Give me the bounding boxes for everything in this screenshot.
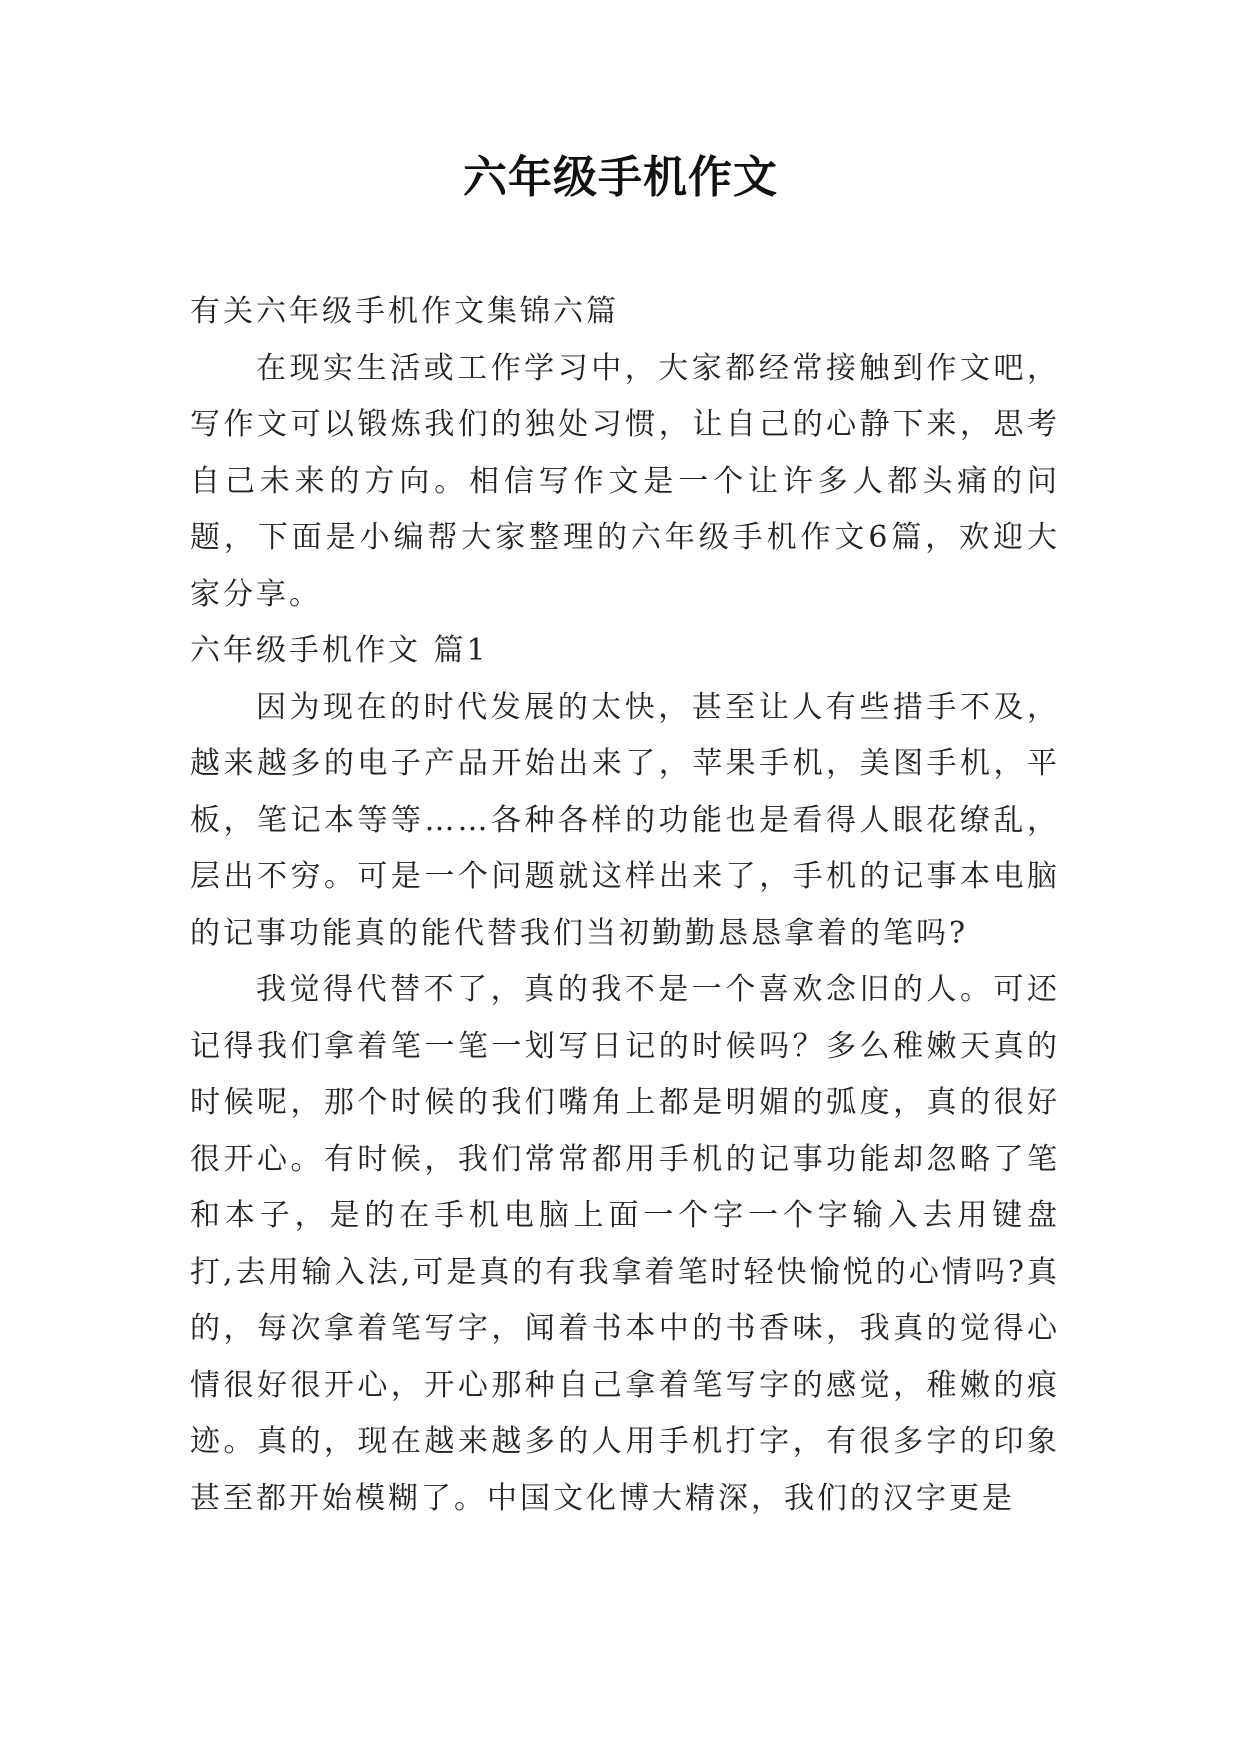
essay-1-paragraph-1: 因为现在的时代发展的太快，甚至让人有些措手不及，越来越多的电子产品开始出来了，苹果手机，美图手机，平板，笔记本等等……各种各样的功能也是看得人眼花缭乱，层出不穷。可是一个问题就这样出来了，手机的记事本电脑的记事功能真的能代替我们当初勤勤恳恳拿着的笔吗? <box>190 689 1060 951</box>
document-title: 六年级手机作文 <box>463 152 778 203</box>
collection-heading: 有关六年级手机作文集锦六篇 <box>190 294 619 329</box>
intro-paragraph: 在现实生活或工作学习中，大家都经常接触到作文吧，写作文可以锻炼我们的独处习惯，让自己的心静下来，思考自己未来的方向。相信写作文是一个让许多人都头痛的问题，下面是小编帮大家整理的六年级手机作文6篇，欢迎大家分享。 <box>190 350 1060 612</box>
document-body <box>190 284 1060 1527</box>
essay-1-heading: 六年级手机作文 篇1 <box>190 633 489 668</box>
essay-1-paragraph-2: 我觉得代替不了，真的我不是一个喜欢念旧的人。可还记得我们拿着笔一笔一划写日记的时候吗？多么稚嫩天真的时候呢，那个时候的我们嘴角上都是明媚的弧度，真的很好很开心。有时候，我们常常都用手机的记事功能却忽略了笔和本子，是的在手机电脑上面一个字一个字输入去用键盘打,去用输入法,可是真的有我拿着笔时轻快愉悦的心情吗?真的，每次拿着笔写字，闻着书本中的书香味，我真的觉得心情很好很开心，开心那种自己拿着笔写字的感觉，稚嫩的痕迹。真的，现在越来越多的人用手机打字，有很多字的印象甚至都开始模糊了。中国文化博大精深，我们的汉字更是 <box>190 972 1060 1516</box>
